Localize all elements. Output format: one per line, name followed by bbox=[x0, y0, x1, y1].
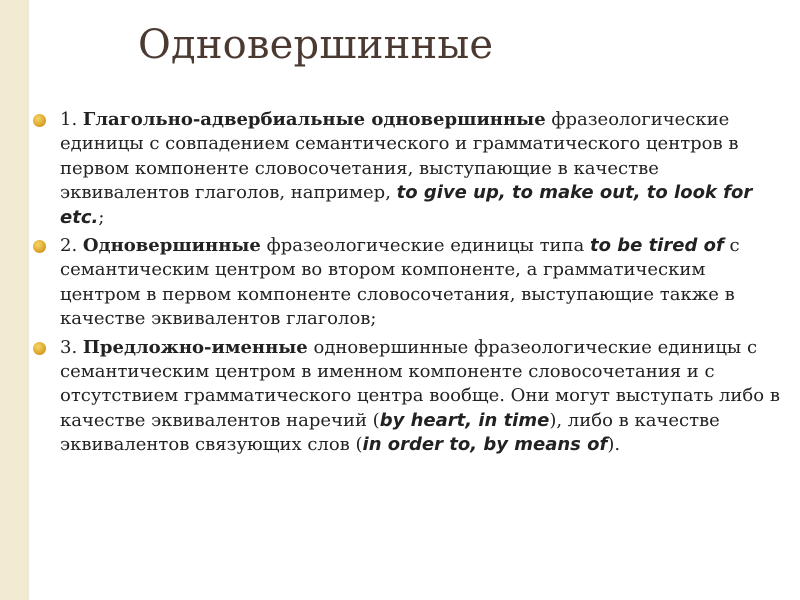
item-text-end: ). bbox=[607, 434, 621, 456]
list-item-1 bbox=[30, 108, 780, 230]
list-item-3 bbox=[30, 336, 780, 458]
item-text: фразеологические единицы типа bbox=[266, 235, 585, 257]
slide-title: Одновершинные bbox=[138, 22, 494, 68]
item-examples: to give up, to make out, to look for etc. bbox=[60, 182, 753, 228]
left-decorative-band bbox=[0, 0, 27, 600]
item-examples: to be tired of bbox=[589, 235, 724, 257]
slide-body bbox=[30, 108, 780, 462]
item-text: одновершинные фразеологические единицы с семантическим центром в именном компоненте словосочетания и с отсутствием грамматического центра вообще. Они могут выступать либо в качестве эквивалентов наречий ( bbox=[60, 336, 780, 431]
item-number: 2. bbox=[60, 235, 78, 257]
item-examples-2: in order to, by means of bbox=[362, 434, 608, 456]
bullet-icon bbox=[33, 114, 46, 127]
bullet-icon bbox=[33, 342, 46, 355]
bullet-icon bbox=[33, 240, 46, 253]
item-lead-term: Предложно-именные bbox=[82, 336, 308, 358]
item-number: 1. bbox=[60, 109, 78, 130]
item-lead-term: Одновершинные bbox=[82, 235, 261, 257]
item-number: 3. bbox=[60, 336, 78, 358]
item-text-middle: ), либо в качестве эквивалентов связующих слов ( bbox=[60, 409, 720, 456]
list-item-2 bbox=[30, 234, 780, 332]
item-text-end: с семантическим центром во втором компоненте, а грамматическим центром в первом компоненте словосочетания, выступающие также в качестве эквивалентов глаголов; bbox=[60, 235, 740, 330]
item-lead-term: Глагольно-адвербиальные одновершинные bbox=[82, 109, 546, 130]
item-text-end: ; bbox=[98, 206, 105, 228]
item-text: фразеологические единицы с совпадением семантического и грамматического центров в первом компоненте словосочетания, выступающие в качестве эквивалентов глаголов, например, bbox=[60, 109, 739, 204]
item-examples: by heart, in time bbox=[379, 409, 550, 431]
